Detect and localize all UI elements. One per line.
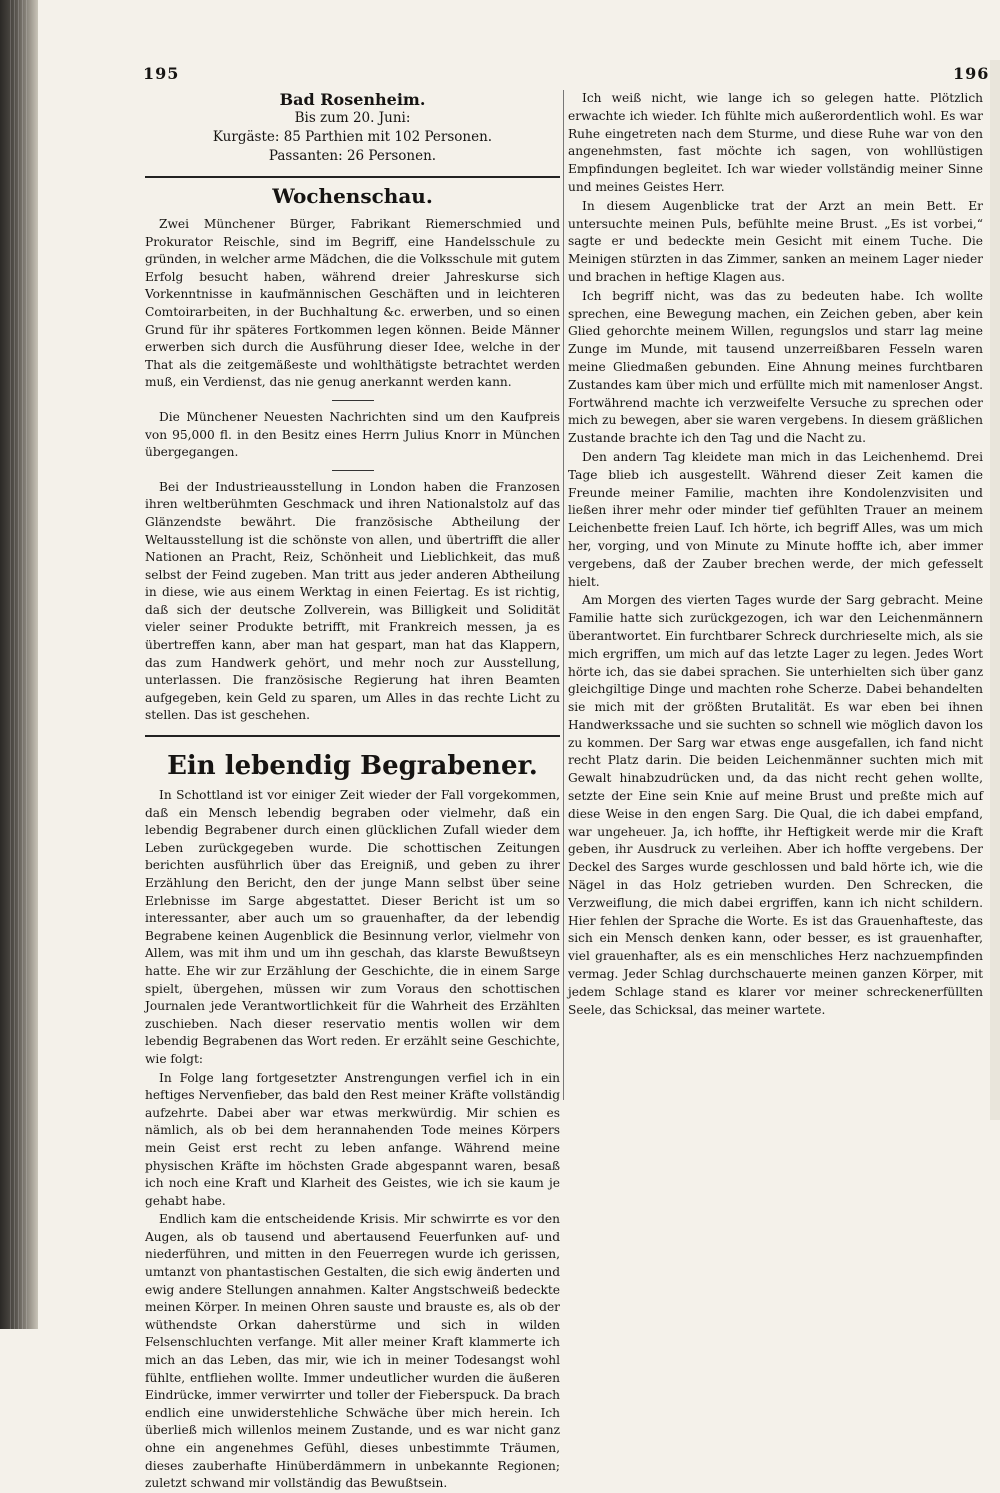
article-paragraph-3: Endlich kam die entscheidende Krisis. Mir schwirrte es vor den Augen, als ob tausend und abertausend Feuerfunken auf- und niederführen, und mitten in den Feuerregen wurde ich gerissen, umtanzt von phantastischen Gestalten, die sich ewig änderten und ewig andere Stellungen annahmen. Kalter Angstschweiß bedeckte meinen Körper. In meinen Ohren sauste und brauste es, als ob der wüthendste Orkan daherstürme und sich in wilden Felsenschluchten verfange. Mit aller meiner Kraft klammerte ich mich an das Leben, das mir, wie ich in meiner Todesangst wohl fühlte, entfliehen wollte. Immer undeutlicher wurden die äußeren Eindrücke, immer verwirrter und toller der Fieberspuck. Da brach endlich eine unwiderstehliche Schwäche über mich herein. Ich überließ mich willenlos meinem Zustande, und es war nicht ganz ohne ein angenehmes Gefühl, dieses unbestimmte Träumen, dieses zauberhafte Hinüberdämmern in unbekannte Regionen; zuletzt schwand mir vollständig das Bewußtsein. xyxy=(145,1212,560,1491)
spa-line-passengers: Passanten: 26 Personen. xyxy=(268,148,437,164)
section-rule xyxy=(145,176,560,178)
spa-header xyxy=(145,90,560,166)
article-paragraph-8: Am Morgen des vierten Tages wurde der Sarg gebracht. Meine Familie hatte sich zurückgezogen, ich war den Leichenmännern überantwortet. Ein furchtbarer Schreck durchrieselte mich, als sie mich ergriffen, um mich auf das letzte Lager zu legen. Jedes Wort hörte ich, das sie dabei sprachen. Sie unterhielten sich über ganz gleichgiltige Dinge und machten rohe Scherze. Dabei behandelten sie mich mit der größten Brutalität. Es war eben bei ihnen Handwerkssache und sie suchten so schnell wie möglich davon los zu kommen. Der Sarg war etwas enge ausgefallen, ich fand nicht recht Platz darin. Die beiden Leichenmänner suchten mich mit Gewalt hinabzudrücken und, da das nicht recht gehen wollte, setzte der Eine sein Knie auf meine Brust und preßte mich auf diese Weise in den engen Sarg. Die Qual, die ich dabei empfand, war ungeheuer. Ja, ich hoffte, ihr Heftigkeit werde mir die Kraft geben, ihr Ausdruck zu verleihen. Aber ich hoffte vergebens. Der Deckel des Sarges wurde geschlossen und bald hörte ich, wie die Nägel in das Holz getrieben wurden. Den Schrecken, die Verzweiflung, die mich dabei ergriffen, kann ich nicht schildern. Hier fehlen der Sprache die Worte. Es ist das Grauenhafteste, das sich ein Mensch denken kann, oder besser, es ist grauenhafter, viel grauenhafter, als es ein menschliches Herz nachzuempfinden vermag. Jeder Schlag durchschauerte meinen ganzen Körper, mit jedem Schlage stand es klarer vor meiner schreckenerfüllten Seele, das Schicksal, das meiner wartete. xyxy=(568,593,983,1017)
article-paragraph-1: In Schottland ist vor einiger Zeit wieder der Fall vorgekommen, daß ein Mensch lebendig begraben oder vielmehr, daß ein lebendig Begrabener durch einen glücklichen Zufall wieder dem Leben zurückgegeben wurde. Die schottischen Zeitungen berichten ausführlich über das Ereigniß, und geben zu ihrer Erzählung den Bericht, den der junge Mann selbst über seine Erlebnisse im Sarge abgestattet. Dieser Bericht ist um so interessanter, aber auch um so grauenhafter, da der lebendig Begrabene keinen Augenblick die Besinnung verlor, vielmehr von Allem, was mit ihm und um ihn geschah, das klarste Bewußtseyn hatte. Ehe wir zur Erzählung der Geschichte, die in einem Sarge spielt, übergehen, müssen wir zum Voraus den schottischen Journalen jede Verantwortlichkeit für die Wahrheit des Erzählten zuschieben. Nach dieser reservatio mentis wollen wir dem lebendig Begrabenen das Wort reden. Er erzählt seine Geschichte, wie folgt: xyxy=(145,788,560,1066)
article-paragraph-7: Den andern Tag kleidete man mich in das Leichenhemd. Drei Tage blieb ich ausgestellt. Während dieser Zeit kamen die Freunde meiner Familie, machten ihre Kondolenzvisiten und ließen ihrer mehr oder minder tief gefühlten Trauer an meinem Leichenbette freien Lauf. Ich hörte, ich begriff Alles, was um mich her, vorging, und von Minute zu Minute hoffte ich, aber immer vergebens, daß der Zauber brechen werde, der mich gefesselt hielt. xyxy=(568,449,983,589)
left-column xyxy=(145,90,560,1493)
spa-line-date: Bis zum 20. Juni: xyxy=(294,110,411,126)
spa-title: Bad Rosenheim. xyxy=(279,90,426,109)
article-paragraph-6: Ich begriff nicht, was das zu bedeuten habe. Ich wollte sprechen, eine Bewegung machen, ein Zeichen geben, aber kein Glied gehorchte meinem Willen, regungslos und starr lag meine Zunge im Munde, mit tausend unzerreißbaren Fesseln waren meine Gliedmaßen gebunden. Eine Ahnung meines furchtbaren Zustandes kam über mich und erfüllte mich mit namenloser Angst. Fortwährend machte ich verzweifelte Versuche zu sprechen oder mich zu bewegen, aber sie waren vergebens. In diesem gräßlichen Zustande brachte ich den Tag und die Nacht zu. xyxy=(568,288,983,446)
weekly-paragraph-1: Zwei Münchener Bürger, Fabrikant Riemerschmied und Prokurator Reischle, sind im Begriff, eine Handelsschule zu gründen, in welcher arme Mädchen, die die Volksschule mit gutem Erfolg besucht haben, während dreier Jahreskurse sich Vorkenntnisse in kaufmännischen Geschäften und in leichteren Comtoirarbeiten, in der Buchhaltung &c. erwerben, und so einen Grund für ihr späteres Fortkommen legen können. Beide Männer erwerben sich durch die Ausführung dieser Idee, welche in der That als die zeitgemäßeste und wohlthätigste betrachtet werden muß, ein Verdienst, das nie genug anerkannt werden kann. xyxy=(145,217,560,390)
short-divider xyxy=(332,400,374,401)
adjacent-page-edge xyxy=(990,60,1000,1120)
spa-line-guests: Kurgäste: 85 Parthien mit 102 Personen. xyxy=(212,129,493,145)
article-paragraph-4: Ich weiß nicht, wie lange ich so gelegen hatte. Plötzlich erwachte ich wieder. Ich fühlte mich außerordentlich wohl. Es war Ruhe eingetreten nach dem Sturme, und diese Ruhe war von den angenehmsten, fast möchte ich sagen, von wohllüstigen Empfindungen begleitet. Ich war wieder vollständig meiner Sinne und meines Geistes Herr. xyxy=(568,91,983,194)
article-title: Ein lebendig Begrabener. xyxy=(167,751,538,782)
page-number-right: 196 xyxy=(953,64,990,83)
page-number-left: 195 xyxy=(143,64,180,83)
column-divider xyxy=(563,90,564,1100)
right-column xyxy=(568,90,983,1019)
short-divider xyxy=(332,470,374,471)
weekly-paragraph-2: Die Münchener Neuesten Nachrichten sind um den Kaufpreis von 95,000 fl. in den Besitz eines Herrn Julius Knorr in München übergegangen. xyxy=(145,409,560,460)
article-paragraph-5: In diesem Augenblicke trat der Arzt an mein Bett. Er untersuchte meinen Puls, befühlte meine Brust. „Es ist vorbei,“ sagte er und bedeckte mein Gesicht mit einem Tuche. Die Meinigen stürzten in das Zimmer, sanken an meinem Lager nieder und brachen in heftige Klagen aus. xyxy=(568,198,983,284)
article-paragraph-2: In Folge lang fortgesetzter Anstrengungen verfiel ich in ein heftiges Nervenfieber, das bald den Rest meiner Kräfte vollständig aufzehrte. Dabei aber war etwas merkwürdig. Mir schien es nämlich, als ob bei dem herannahenden Tode meines Körpers mein Geist erst recht zu leben anfange. Während meine physischen Kräfte im höchsten Grade abgespannt waren, besaß ich noch eine Kraft und Klarheit des Geistes, wie ich sie kaum je gehabt habe. xyxy=(145,1070,560,1208)
weekly-title: Wochenschau. xyxy=(272,184,433,208)
book-binding xyxy=(0,0,38,1329)
section-rule xyxy=(145,735,560,737)
weekly-paragraph-3: Bei der Industrieausstellung in London haben die Franzosen ihren weltberühmten Geschmack und ihren Nationalstolz auf das Glänzendste bewährt. Die französische Abtheilung der Weltausstellung ist die schönste von allen, und übertrifft die aller Nationen an Pracht, Reiz, Schönheit und Lieblichkeit, das muß selbst der Feind zugeben. Man tritt aus jeder anderen Abtheilung in diese, wie aus einem Werktag in einen Feiertag. Es ist richtig, daß sich der deutsche Zollverein, was Billigkeit und Solidität vieler seiner Produkte betrifft, mit Frankreich messen, ja es übertreffen kann, aber man hat gespart, man hat das Klappern, das zum Handwerk gehört, und mehr noch zur Ausstellung, unterlassen. Die französische Regierung hat ihren Beamten aufgegeben, kein Geld zu sparen, um Alles in das rechte Licht zu stellen. Das ist geschehen. xyxy=(145,479,560,723)
